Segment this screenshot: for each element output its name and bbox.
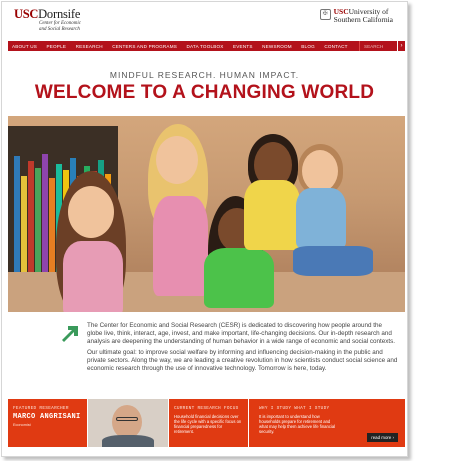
nav-item-centers-and-programs[interactable]: CENTERS AND PROGRAMS bbox=[112, 43, 177, 49]
study-body: It is important to understand how households prepare for retirement and what may help them achieve life financial security. bbox=[259, 414, 336, 434]
usc-university-logo[interactable] bbox=[320, 8, 393, 24]
tagline: MINDFUL RESEARCH. HUMAN IMPACT. bbox=[109, 70, 300, 80]
hero-photo-children-reading bbox=[8, 116, 405, 312]
researcher-name: MARCO ANGRISANI bbox=[13, 413, 81, 421]
logo-subtitle-2: and Social Research bbox=[39, 26, 80, 32]
page-title: WELCOME TO A CHANGING WORLD bbox=[34, 82, 375, 103]
arrow-up-right-icon bbox=[60, 324, 80, 342]
site-header bbox=[2, 2, 407, 38]
research-focus-tile[interactable] bbox=[169, 399, 248, 447]
why-i-study-tile[interactable] bbox=[249, 399, 405, 447]
nav-item-blog[interactable]: BLOG bbox=[301, 43, 315, 49]
featured-researcher-tile[interactable] bbox=[8, 399, 87, 447]
intro-paragraph-2: Our ultimate goal: to improve social welfare by informing and influencing decision-making in the public and private sectors. Along the way, we are leading a creative revolution in how scientists conduct social science and economic research through the use of innovative technology. Tomorrow is here, today. bbox=[87, 349, 398, 372]
nav-item-events[interactable]: EVENTS bbox=[233, 43, 253, 49]
intro-paragraph-1: The Center for Economic and Social Research (CESR) is dedicated to discovering how people around the globe live, think, interact, age, invest, and make important, life-changing decisions. Our in-depth research and analysis are deepening the understanding of human behavior in a wide range of economic and social contexts. bbox=[87, 322, 396, 345]
read-more-button[interactable] bbox=[367, 433, 398, 442]
focus-body: Household financial decisions over the life cycle with a specific focus on financial preparedness for retirement. bbox=[174, 414, 242, 434]
nav-item-data-toolbox[interactable]: DATA TOOLBOX bbox=[186, 43, 224, 49]
nav-item-contact[interactable]: CONTACT bbox=[324, 43, 348, 49]
nav-item-about-us[interactable]: ABOUT US bbox=[12, 43, 37, 49]
feature-tiles bbox=[8, 399, 405, 447]
read-more-label: read more bbox=[371, 435, 392, 440]
univ-line-2: Southern California bbox=[333, 15, 393, 24]
usc-seal-icon: ✠ bbox=[320, 9, 331, 20]
univ-line-1: University of bbox=[348, 7, 389, 16]
nav-item-people[interactable]: PEOPLE bbox=[46, 43, 67, 49]
nav-item-research[interactable]: RESEARCH bbox=[75, 43, 103, 49]
search-input[interactable] bbox=[359, 41, 397, 51]
study-label: WHY I STUDY WHAT I STUDY bbox=[259, 406, 330, 411]
page-frame bbox=[1, 1, 408, 457]
chevron-right-icon: › bbox=[392, 435, 394, 440]
dornsife-logo[interactable] bbox=[14, 8, 81, 32]
nav-item-newsroom[interactable]: NEWSROOM bbox=[262, 43, 292, 49]
logo-dornsife: Dornsife bbox=[38, 7, 81, 21]
main-nav bbox=[8, 41, 405, 51]
focus-label: CURRENT RESEARCH FOCUS bbox=[174, 406, 239, 411]
search-box bbox=[359, 41, 405, 51]
researcher-photo[interactable] bbox=[88, 399, 168, 447]
chevron-right-icon[interactable]: › bbox=[397, 41, 405, 51]
logo-subtitle-1: Center for Economic bbox=[39, 21, 81, 26]
logo-usc: USC bbox=[14, 7, 39, 21]
univ-usc: USC bbox=[333, 7, 349, 16]
featured-label: FEATURED RESEARCHER bbox=[13, 406, 69, 411]
researcher-role: Economist bbox=[13, 423, 31, 427]
intro-text bbox=[87, 322, 399, 376]
